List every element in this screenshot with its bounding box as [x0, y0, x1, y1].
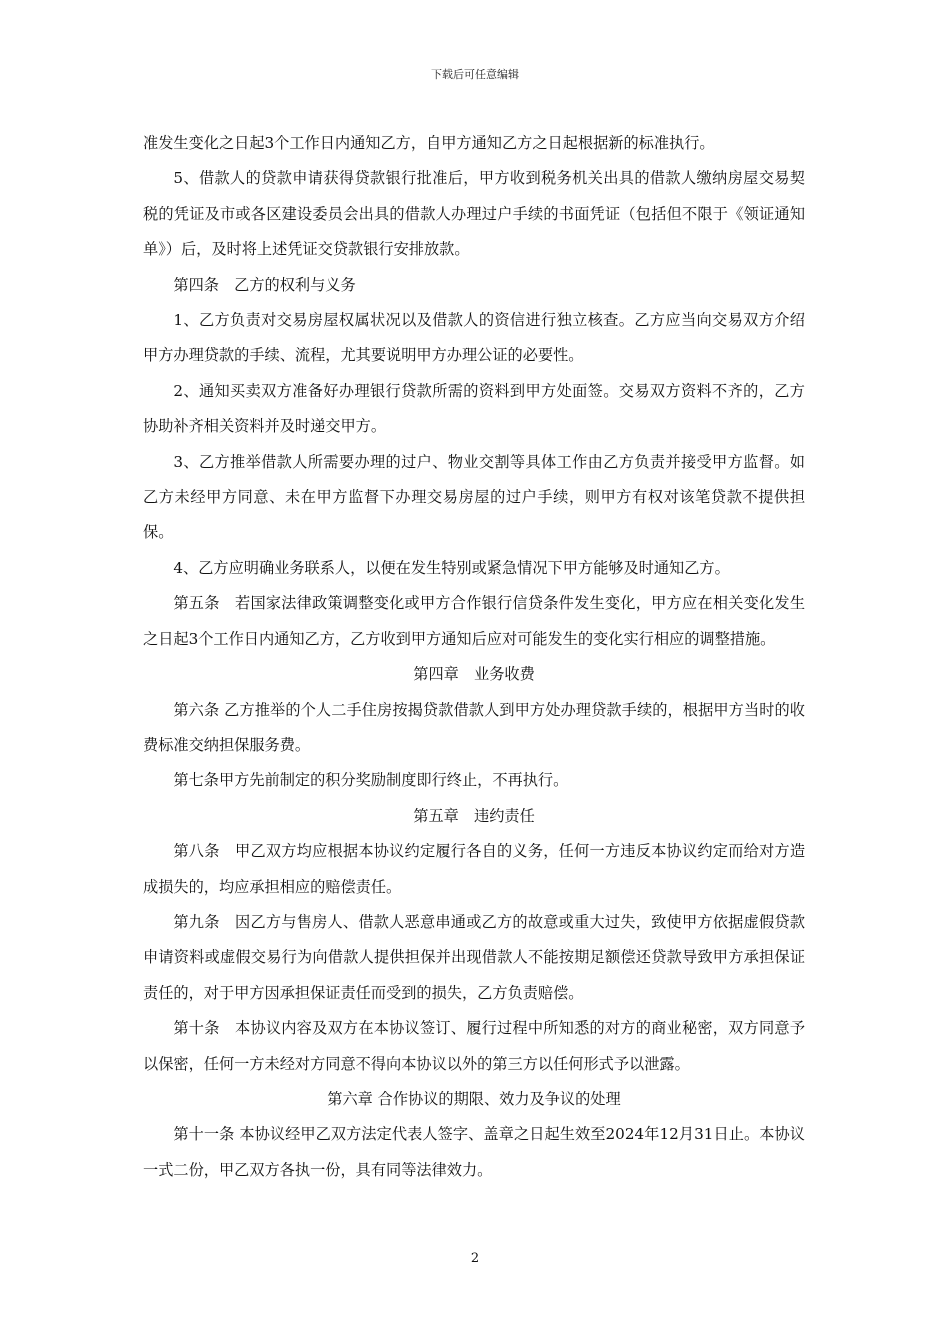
- paragraph: 第八条 甲乙双方均应根据本协议约定履行各自的义务，任何一方违反本协议约定而给对方造成损失的，均应承担相应的赔偿责任。: [143, 842, 805, 896]
- article-heading: 第四条 乙方的权利与义务: [173, 275, 356, 294]
- document-body: [143, 126, 805, 1188]
- page-header: 下载后可任意编辑: [431, 68, 519, 81]
- paragraph: 第九条 因乙方与售房人、借款人恶意串通或乙方的故意或重大过失，致使甲方依据虚假贷款申请资料或虚假交易行为向借款人提供担保并出现借款人不能按期足额偿还贷款导致甲方承担保证责任的，对于甲方因承担保证责任而受到的损失，乙方负责赔偿。: [143, 912, 805, 1002]
- paragraph: 2、通知买卖双方准备好办理银行贷款所需的资料到甲方处面签。交易双方资料不齐的，乙方协助补齐相关资料并及时递交甲方。: [143, 381, 805, 436]
- page-number: 2: [470, 1251, 480, 1266]
- paragraph: 准发生变化之日起3个工作日内通知乙方，自甲方通知乙方之日起根据新的标准执行。: [143, 134, 715, 152]
- chapter-heading: 第六章 合作协议的期限、效力及争议的处理: [327, 1089, 621, 1108]
- paragraph: 3、乙方推举借款人所需要办理的过户、物业交割等具体工作由乙方负责并接受甲方监督。如乙方未经甲方同意、未在甲方监督下办理交易房屋的过户手续，则甲方有权对该笔贷款不提供担保。: [143, 452, 805, 542]
- chapter-heading: 第五章 违约责任: [413, 806, 535, 825]
- paragraph: 第六条 乙方推举的个人二手住房按揭贷款借款人到甲方处办理贷款手续的，根据甲方当时的收费标准交纳担保服务费。: [143, 700, 805, 754]
- paragraph: 第七条甲方先前制定的积分奖励制度即行终止，不再执行。: [173, 771, 569, 790]
- paragraph: 第五条 若国家法律政策调整变化或甲方合作银行信贷条件发生变化，甲方应在相关变化发生之日起3个工作日内通知乙方，乙方收到甲方通知后应对可能发生的变化实行相应的调整措施。: [143, 594, 805, 648]
- paragraph: 第十条 本协议内容及双方在本协议签订、履行过程中所知悉的对方的商业秘密，双方同意予以保密，任何一方未经对方同意不得向本协议以外的第三方以任何形式予以泄露。: [143, 1019, 805, 1073]
- paragraph: 第十一条 本协议经甲乙双方法定代表人签字、盖章之日起生效至2024年12月31日止。本协议一式二份，甲乙双方各执一份，具有同等法律效力。: [143, 1125, 805, 1179]
- paragraph: 4、乙方应明确业务联系人，以便在发生特别或紧急情况下甲方能够及时通知乙方。: [173, 558, 730, 577]
- chapter-heading: 第四章 业务收费: [413, 665, 535, 684]
- paragraph: 1、乙方负责对交易房屋权属状况以及借款人的资信进行独立核查。乙方应当向交易双方介绍甲方办理贷款的手续、流程，尤其要说明甲方办理公证的必要性。: [143, 311, 805, 365]
- paragraph: 5、借款人的贷款申请获得贷款银行批准后，甲方收到税务机关出具的借款人缴纳房屋交易契税的凭证及市或各区建设委员会出具的借款人办理过户手续的书面凭证（包括但不限于《领证通知单》）后，及时将上述凭证交贷款银行安排放款。: [143, 169, 805, 259]
